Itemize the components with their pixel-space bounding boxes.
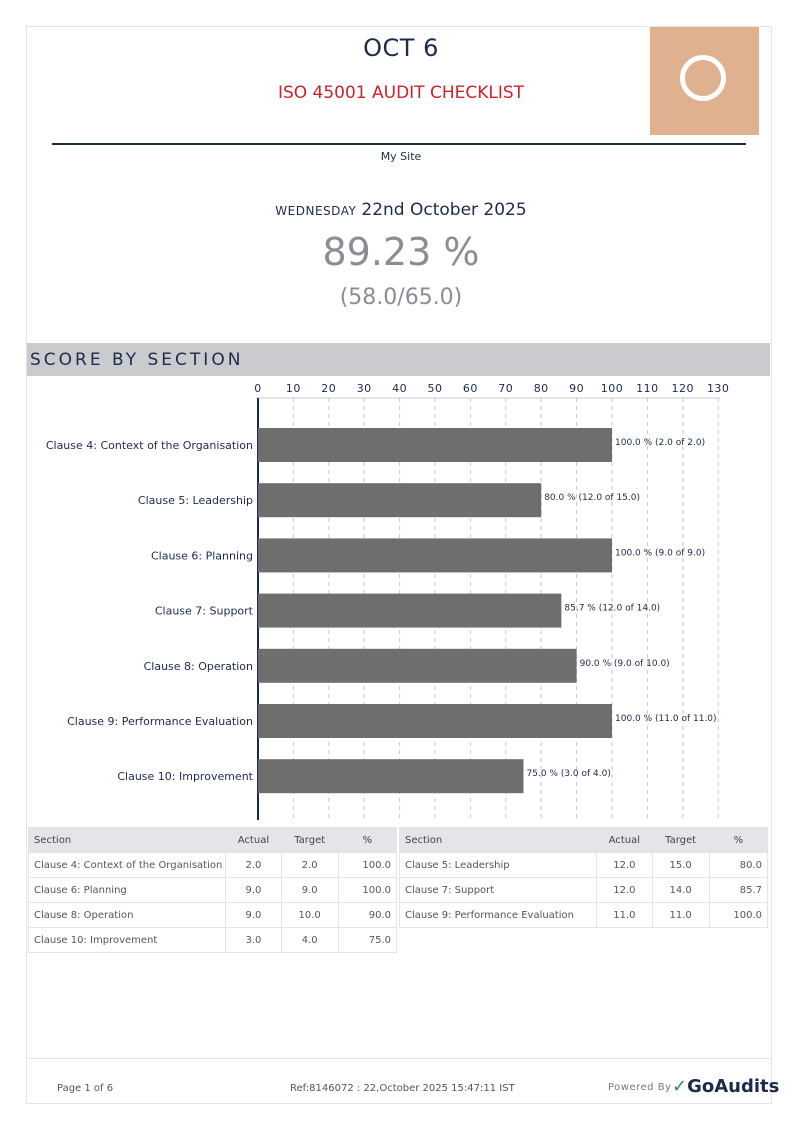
bar xyxy=(258,759,524,793)
section-table-left xyxy=(28,827,397,953)
overall-score-fraction: (58.0/65.0) xyxy=(339,285,463,310)
table-cell: 14.0 xyxy=(652,878,709,903)
x-tick-label: 30 xyxy=(356,382,372,395)
check-icon: ✓ xyxy=(672,1076,688,1097)
table-cell: 10.0 xyxy=(281,903,338,928)
table-cell: 100.0 xyxy=(709,903,767,928)
table-cell: Clause 5: Leadership xyxy=(400,853,597,878)
footer-divider xyxy=(28,1058,772,1059)
table-header-row xyxy=(29,828,397,853)
table-cell: 3.0 xyxy=(226,928,281,953)
category-label: Clause 6: Planning xyxy=(150,549,253,563)
bar xyxy=(258,538,612,572)
goaudits-logo xyxy=(672,1076,779,1097)
column-header: % xyxy=(338,828,396,853)
column-header: Actual xyxy=(597,828,652,853)
audit-weekday: WEDNESDAY xyxy=(275,204,357,218)
x-tick-label: 60 xyxy=(462,382,478,395)
bar xyxy=(258,483,541,517)
x-tick-label: 40 xyxy=(392,382,408,395)
audit-full-date: 22nd October 2025 xyxy=(361,200,527,220)
section-heading: SCORE BY SECTION xyxy=(30,350,244,370)
column-header: Actual xyxy=(226,828,281,853)
table-cell: 12.0 xyxy=(597,878,652,903)
table-cell: Clause 4: Context of the Organisation xyxy=(29,853,226,878)
category-label: Clause 8: Operation xyxy=(143,659,253,673)
column-header: Section xyxy=(29,828,226,853)
table-cell: Clause 10: Improvement xyxy=(29,928,226,953)
table-row xyxy=(29,853,397,878)
category-label: Clause 10: Improvement xyxy=(117,770,253,784)
table-cell: 80.0 xyxy=(709,853,767,878)
x-tick-label: 130 xyxy=(706,382,730,395)
bar xyxy=(258,428,612,462)
table-cell: 9.0 xyxy=(226,878,281,903)
column-header: Target xyxy=(652,828,709,853)
report-title: OCT 6 xyxy=(363,34,439,62)
table-cell: 100.0 xyxy=(338,878,396,903)
x-tick-label: 120 xyxy=(671,382,695,395)
section-table-right xyxy=(399,827,768,928)
bar-data-label: 100.0 % (9.0 of 9.0) xyxy=(615,548,706,559)
category-label: Clause 7: Support xyxy=(154,604,253,618)
bar xyxy=(258,704,612,738)
overall-score-percent: 89.23 % xyxy=(322,230,480,274)
table-cell: 15.0 xyxy=(652,853,709,878)
bar xyxy=(258,649,577,683)
x-tick-label: 20 xyxy=(321,382,337,395)
powered-by-label: Powered By xyxy=(608,1082,672,1093)
column-header: Section xyxy=(400,828,597,853)
column-header: % xyxy=(709,828,767,853)
table-cell: 9.0 xyxy=(281,878,338,903)
category-label: Clause 4: Context of the Organisation xyxy=(45,439,253,452)
x-tick-label: 0 xyxy=(254,382,262,395)
bar xyxy=(258,594,561,628)
table-cell: 2.0 xyxy=(281,853,338,878)
x-tick-label: 100 xyxy=(600,382,624,395)
x-tick-label: 70 xyxy=(498,382,514,395)
x-tick-label: 10 xyxy=(285,382,301,395)
x-tick-label: 50 xyxy=(427,382,443,395)
table-row xyxy=(29,878,397,903)
table-cell: Clause 9: Performance Evaluation xyxy=(400,903,597,928)
bar-data-label: 100.0 % (11.0 of 11.0) xyxy=(615,714,717,724)
table-row xyxy=(400,853,768,878)
table-cell: Clause 6: Planning xyxy=(29,878,226,903)
report-subtitle: ISO 45001 AUDIT CHECKLIST xyxy=(277,83,525,103)
table-row xyxy=(400,878,768,903)
bar-data-label: 90.0 % (9.0 of 10.0) xyxy=(579,658,670,669)
report-reference: Ref:8146072 : 22,October 2025 15:47:11 IST xyxy=(290,1083,515,1094)
table-row xyxy=(400,903,768,928)
table-cell: Clause 8: Operation xyxy=(29,903,226,928)
table-cell: 2.0 xyxy=(226,853,281,878)
table-cell: 9.0 xyxy=(226,903,281,928)
category-label: Clause 9: Performance Evaluation xyxy=(67,715,253,728)
site-name: My Site xyxy=(380,150,422,163)
category-label: Clause 5: Leadership xyxy=(137,494,253,508)
table-cell: 4.0 xyxy=(281,928,338,953)
x-tick-label: 90 xyxy=(569,382,585,395)
bar-data-label: 75.0 % (3.0 of 4.0) xyxy=(526,769,611,780)
x-tick-label: 80 xyxy=(533,382,549,395)
table-header-row xyxy=(400,828,768,853)
table-cell: 11.0 xyxy=(652,903,709,928)
table-row xyxy=(29,928,397,953)
table-cell: 85.7 xyxy=(709,878,767,903)
table-cell: 12.0 xyxy=(597,853,652,878)
bar-data-label: 80.0 % (12.0 of 15.0) xyxy=(544,493,641,504)
table-cell: 90.0 xyxy=(338,903,396,928)
bar-data-label: 85.7 % (12.0 of 14.0) xyxy=(564,603,661,614)
page-number: Page 1 of 6 xyxy=(57,1083,114,1094)
table-cell: 75.0 xyxy=(338,928,396,953)
table-cell: 11.0 xyxy=(597,903,652,928)
column-header: Target xyxy=(281,828,338,853)
x-tick-label: 110 xyxy=(636,382,659,395)
bar-data-label: 100.0 % (2.0 of 2.0) xyxy=(615,438,706,448)
table-cell: 100.0 xyxy=(338,853,396,878)
brand-name: GoAudits xyxy=(687,1076,780,1097)
table-cell: Clause 7: Support xyxy=(400,878,597,903)
table-row xyxy=(29,903,397,928)
